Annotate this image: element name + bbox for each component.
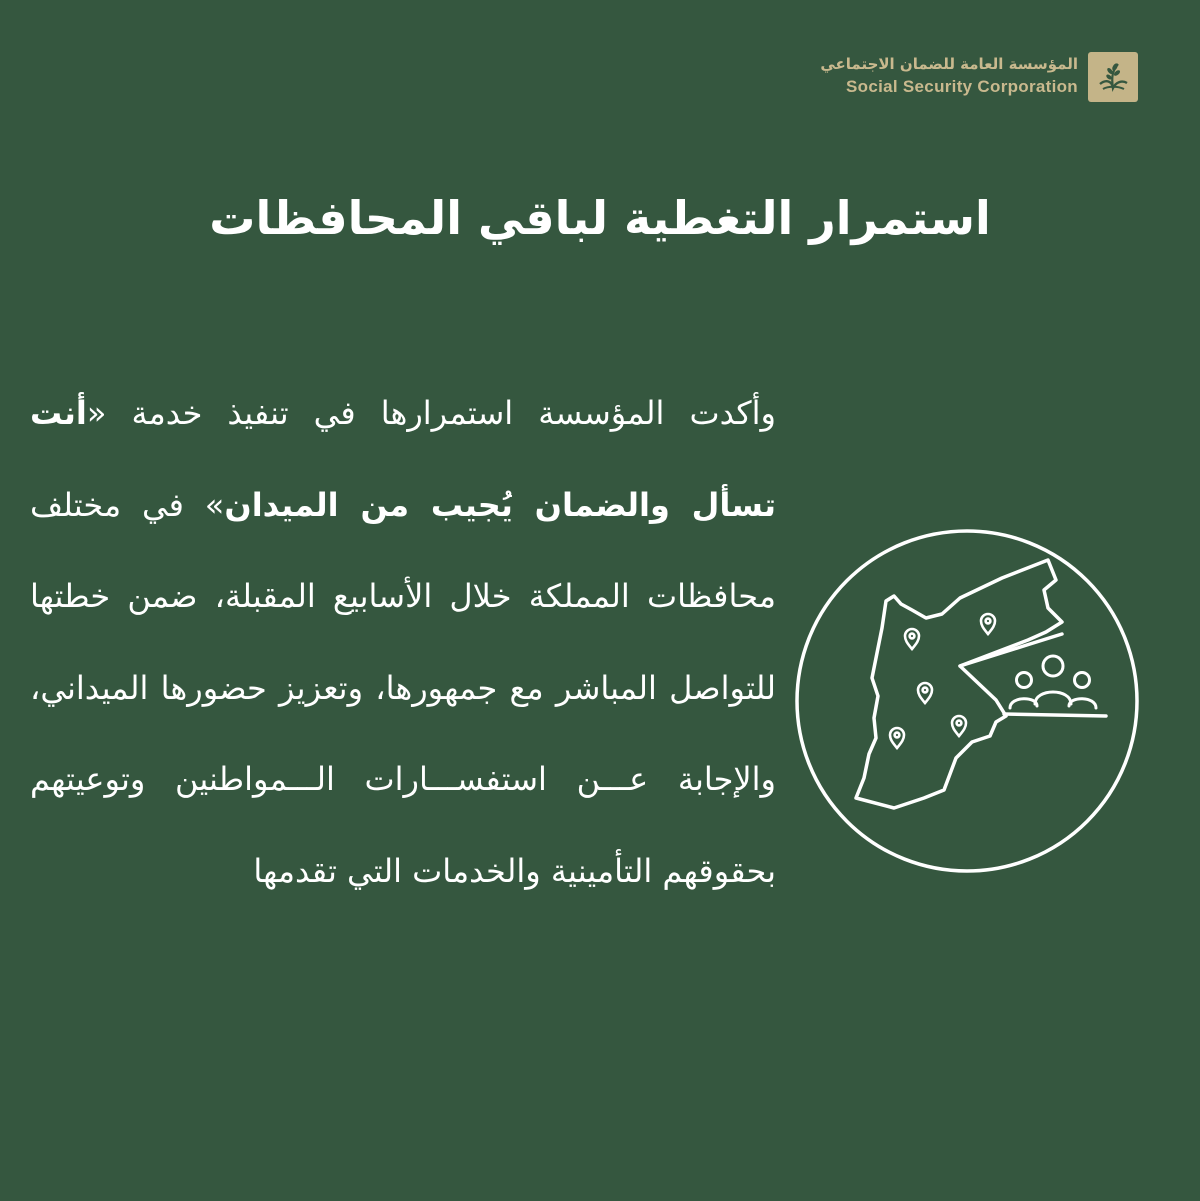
body-text-part2: » في مختلف محافظات المملكة خلال الأسابيع المقبلة، ضمن خطتها للتواصل المباشر مع جمهورها، وتعزيز حضورها الميداني، والإجابة عـــن استفســـارات الـــمواطنين وتوعيتهم بحقوقهم التأمينية والخدمات التي تقدمها xyxy=(30,485,776,890)
location-pin-icon xyxy=(905,629,919,649)
logo-emblem-icon xyxy=(1088,52,1138,102)
location-pin-icon xyxy=(918,683,932,703)
illustration-circle xyxy=(797,531,1137,871)
corporation-logo xyxy=(820,52,1138,102)
people-group-icon xyxy=(1010,656,1096,708)
logo-name-english: Social Security Corporation xyxy=(846,77,1078,96)
page-title: استمرار التغطية لباقي المحافظات xyxy=(209,191,991,245)
body-paragraph xyxy=(30,368,776,917)
body-text-part1: وأكدت المؤسسة استمرارها في تنفيذ خدمة « xyxy=(86,394,776,432)
service-name: أنت تسأل والضمان يُجيب من الميدان xyxy=(30,394,776,524)
location-pins xyxy=(890,614,995,748)
logo-name-arabic: المؤسسة العامة للضمان الاجتماعي xyxy=(820,55,1078,73)
location-pin-icon xyxy=(981,614,995,634)
jordan-map-illustration xyxy=(794,528,1140,874)
logo-text xyxy=(820,54,1078,100)
location-pin-icon xyxy=(890,728,904,748)
location-pin-icon xyxy=(952,716,966,736)
